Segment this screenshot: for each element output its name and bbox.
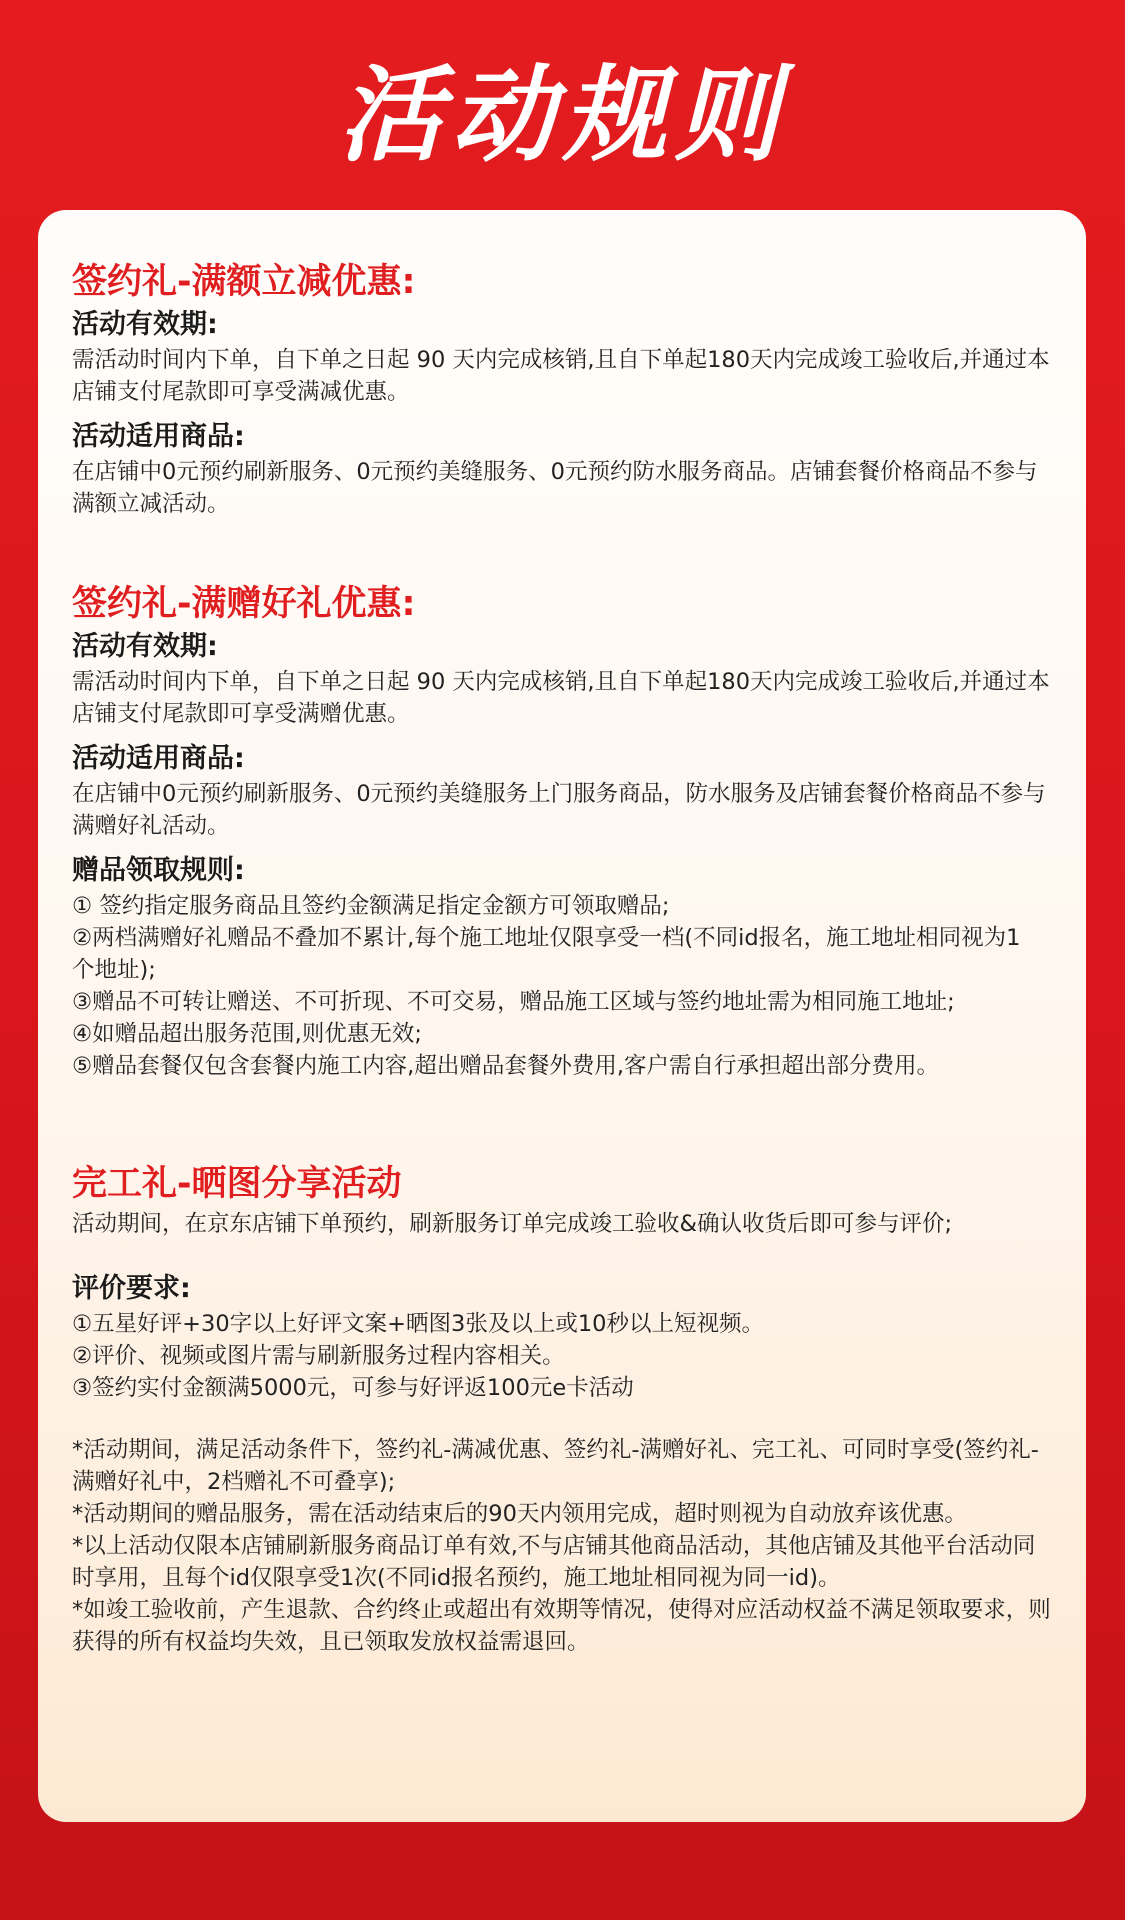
review-requirements-title: 评价要求: xyxy=(72,1273,191,1304)
goods-title: 活动适用商品: xyxy=(72,743,245,774)
validity-title: 活动有效期: xyxy=(72,631,218,662)
section-title-review: 完工礼-晒图分享活动 xyxy=(72,1164,402,1204)
validity-text: 需活动时间内下单，自下单之日起 90 天内完成核销,且自下单起180天内完成竣工验收后,并通过本店铺支付尾款即可享受满赠优惠。 xyxy=(72,669,1050,727)
gift-rule-item: ① 签约指定服务商品且签约金额满足指定金额方可领取赠品; xyxy=(72,893,670,919)
review-requirements-list xyxy=(72,1308,1052,1404)
gift-rule-item: ⑤赠品套餐仅包含套餐内施工内容,超出赠品套餐外费用,客户需自行承担超出部分费用。 xyxy=(72,1053,939,1079)
note-item: *活动期间，满足活动条件下，签约礼-满减优惠、签约礼-满赠好礼、完工礼、可同时享受(签约礼-满赠好礼中，2档赠礼不可叠享); xyxy=(72,1437,1039,1495)
note-item: *以上活动仅限本店铺刷新服务商品订单有效,不与店铺其他商品活动，其他店铺及其他平台活动同时享用，且每个id仅限享受1次(不同id报名预约，施工地址相同视为同一id)。 xyxy=(72,1533,1036,1591)
review-intro: 活动期间，在京东店铺下单预约，刷新服务订单完成竣工验收&确认收货后即可参与评价; xyxy=(72,1211,953,1237)
gift-rule-item: ③赠品不可转让赠送、不可折现、不可交易，赠品施工区域与签约地址需为相同施工地址; xyxy=(72,989,955,1015)
goods-text: 在店铺中0元预约刷新服务、0元预约美缝服务、0元预约防水服务商品。店铺套餐价格商品不参与满额立减活动。 xyxy=(72,459,1038,517)
rules-card xyxy=(38,210,1086,1822)
goods-title: 活动适用商品: xyxy=(72,421,245,452)
gift-rules-title: 赠品领取规则: xyxy=(72,855,245,886)
goods-text: 在店铺中0元预约刷新服务、0元预约美缝服务上门服务商品，防水服务及店铺套餐价格商品不参与满赠好礼活动。 xyxy=(72,781,1046,839)
requirement-item: ③签约实付金额满5000元，可参与好评返100元e卡活动 xyxy=(72,1375,634,1401)
requirement-item: ②评价、视频或图片需与刷新服务过程内容相关。 xyxy=(72,1343,565,1369)
section-title-gift: 签约礼-满赠好礼优惠: xyxy=(72,584,416,624)
notes-list xyxy=(72,1434,1052,1658)
page-title: 活动规则 xyxy=(338,54,787,176)
validity-title: 活动有效期: xyxy=(72,309,218,340)
gift-rules-list xyxy=(72,890,1052,1082)
section-title-discount: 签约礼-满额立减优惠: xyxy=(72,262,416,302)
note-item: *活动期间的赠品服务，需在活动结束后的90天内领用完成，超时则视为自动放弃该优惠。 xyxy=(72,1501,967,1527)
gift-rule-item: ②两档满赠好礼赠品不叠加不累计,每个施工地址仅限享受一档(不同id报名，施工地址相同视为1 个地址); xyxy=(72,925,1051,983)
validity-text: 需活动时间内下单，自下单之日起 90 天内完成核销,且自下单起180天内完成竣工验收后,并通过本店铺支付尾款即可享受满减优惠。 xyxy=(72,347,1050,405)
gift-rule-item: ④如赠品超出服务范围,则优惠无效; xyxy=(72,1021,422,1047)
requirement-item: ①五星好评+30字以上好评文案+晒图3张及以上或10秒以上短视频。 xyxy=(72,1311,764,1337)
note-item: *如竣工验收前，产生退款、合约终止或超出有效期等情况，使得对应活动权益不满足领取要求，则获得的所有权益均失效，且已领取发放权益需退回。 xyxy=(72,1597,1051,1655)
